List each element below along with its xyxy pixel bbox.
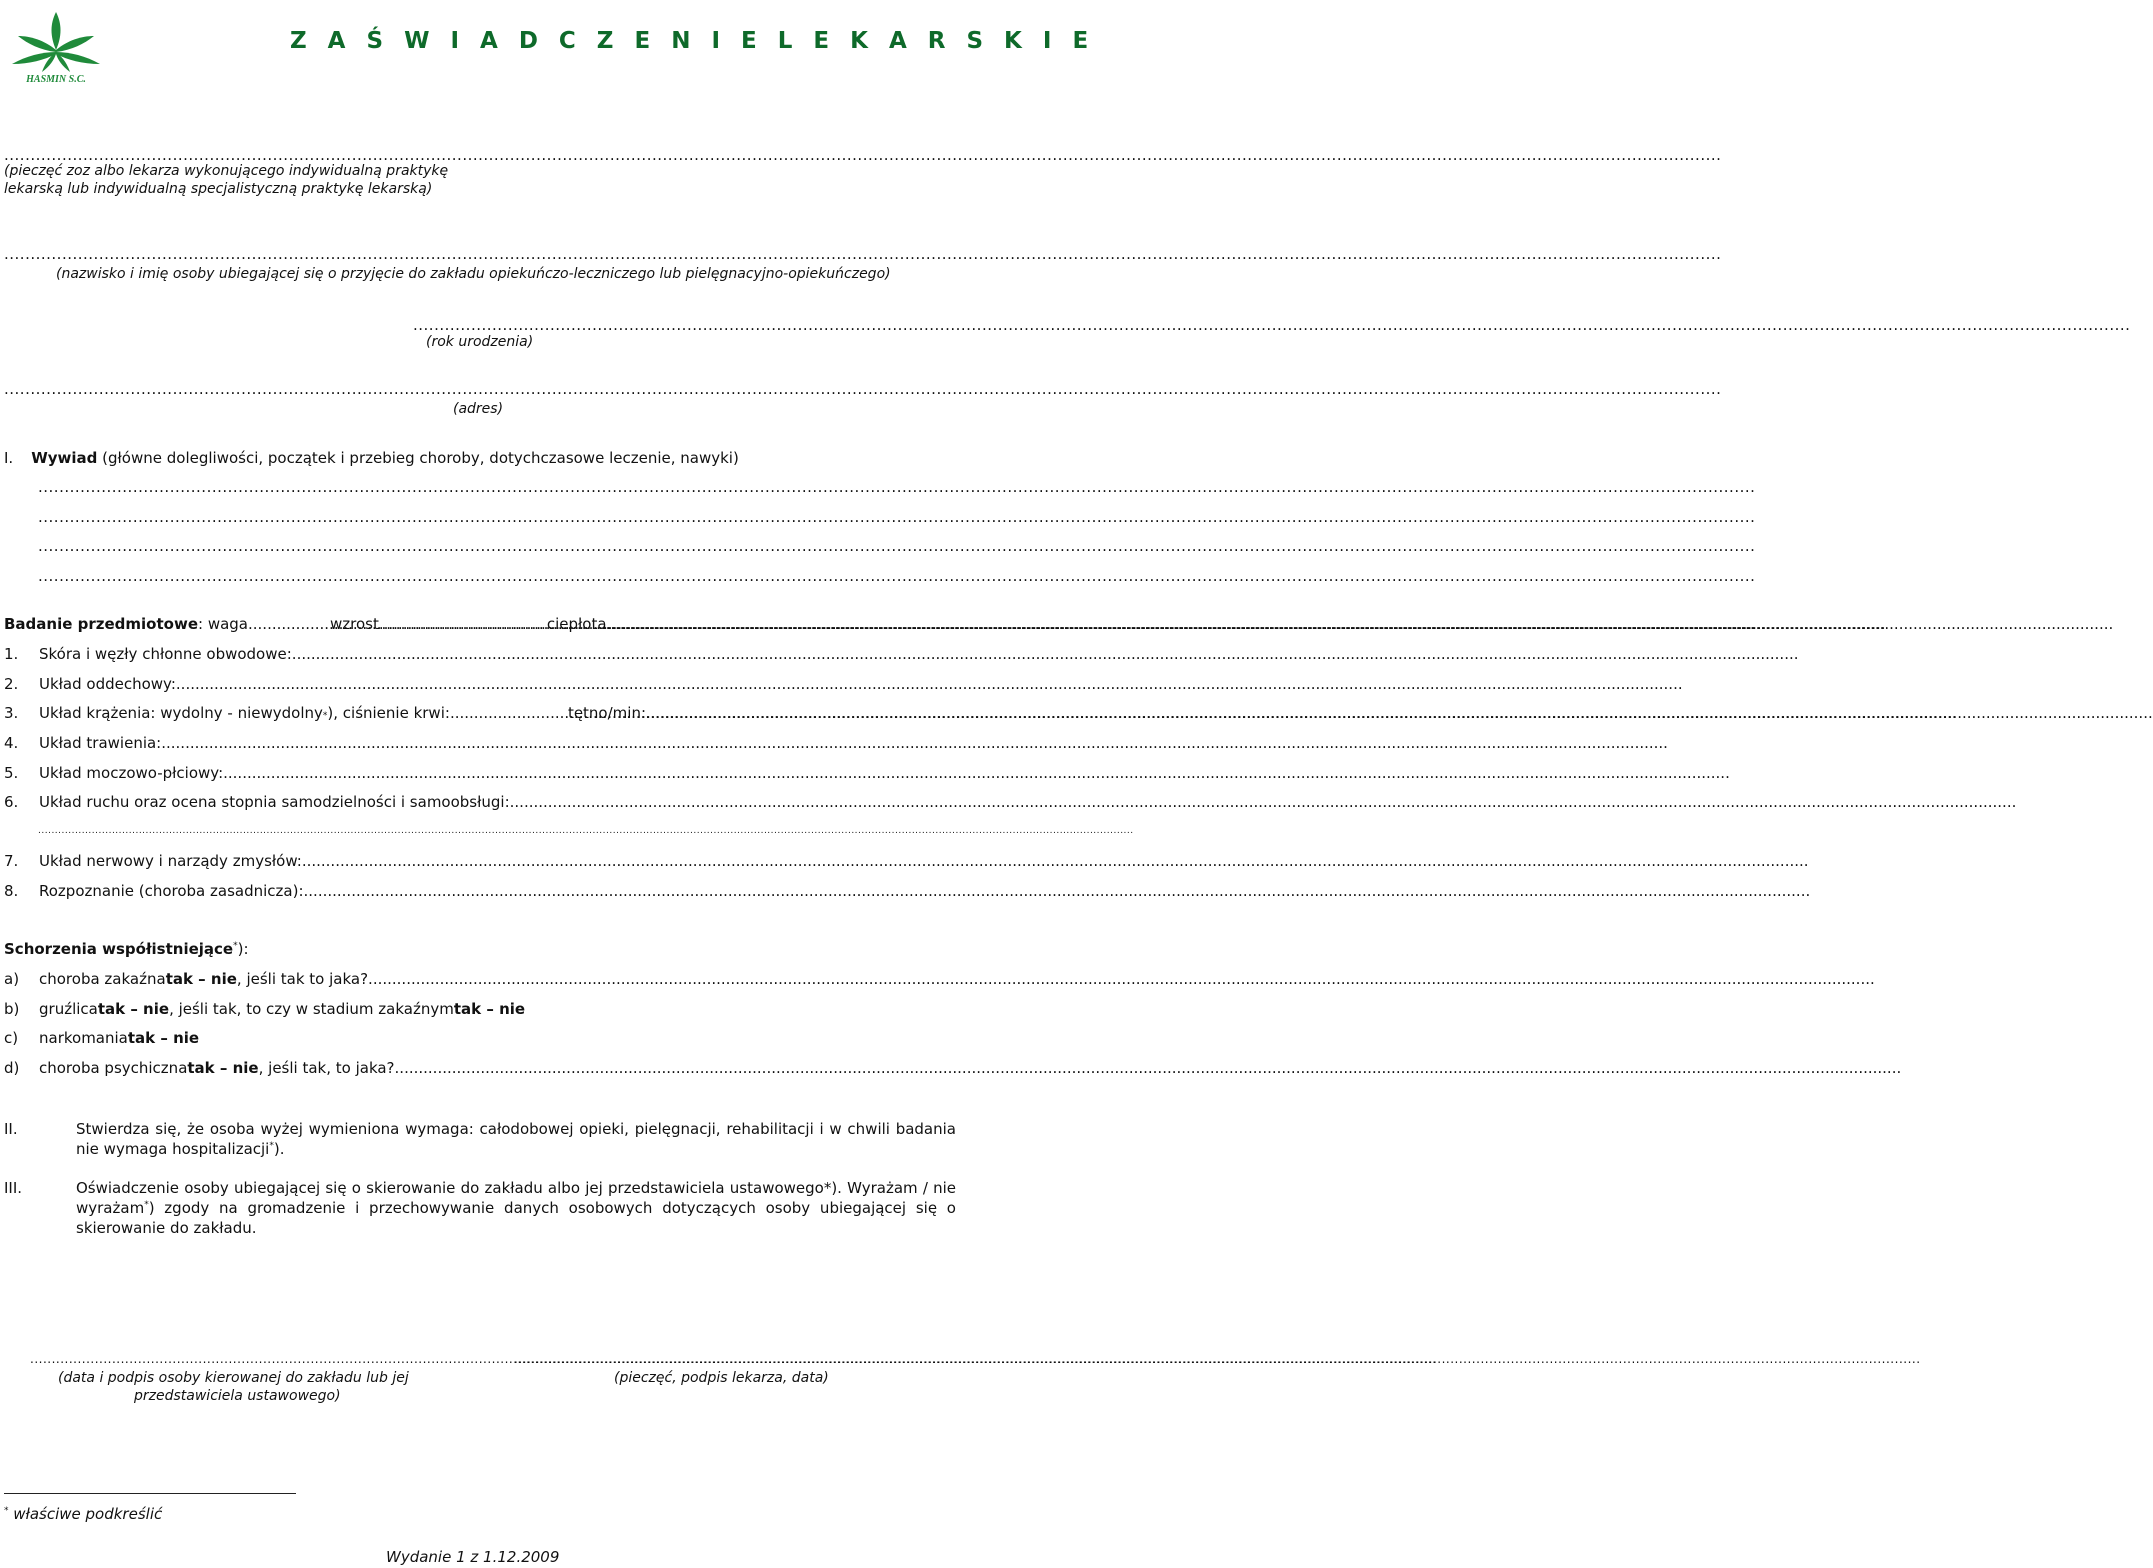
pulse-field[interactable]	[646, 704, 954, 722]
pulse-label: tętno/min:	[567, 704, 647, 722]
history-line-3	[38, 537, 952, 555]
section-1-description: (główne dolegliwości, początek i przebieg choroby, dotychczasowe leczenie, nawyki)	[97, 449, 739, 467]
item-label: gruźlica	[39, 1000, 98, 1018]
item-field[interactable]	[368, 970, 954, 988]
section-1-numeral: I.	[4, 449, 14, 467]
exam-item-4	[4, 734, 954, 756]
item-number: 5.	[4, 764, 19, 782]
edition-footer: Wydanie 1 z 1.12.2009	[386, 1548, 560, 1566]
item-question: , jeśli tak, to czy w stadium zakaźnym	[169, 1000, 454, 1018]
comorbidities-heading	[4, 940, 249, 958]
hasmin-leaf-logo	[4, 6, 108, 84]
item-field[interactable]	[161, 734, 954, 752]
item-field[interactable]	[395, 1059, 954, 1077]
footnote-marker: *	[233, 941, 238, 951]
item-label: Układ trawienia:	[39, 734, 162, 752]
weight-label: : waga	[198, 615, 248, 633]
comorbidity-a	[4, 970, 954, 992]
item-number: 2.	[4, 675, 19, 693]
item-letter: b)	[4, 1000, 20, 1018]
exam-item-1	[4, 645, 954, 667]
physical-exam-row	[4, 615, 954, 637]
weight-field[interactable]	[248, 615, 330, 633]
item-number: 3.	[4, 704, 19, 722]
footnote-marker: *	[269, 1141, 274, 1151]
height-field[interactable]	[379, 615, 547, 633]
item-label: narkomania	[39, 1029, 128, 1047]
exam-item-2	[4, 675, 954, 697]
signature-left-dotted-line[interactable]	[30, 1352, 448, 1366]
document-title: Z A Ś W I A D C Z E N I E L E K A R S K I E	[290, 28, 1095, 54]
temperature-field[interactable]	[607, 615, 954, 633]
item-question: , jeśli tak to jaka?	[236, 970, 369, 988]
history-line-2	[38, 508, 952, 526]
blood-pressure-label: ), ciśnienie krwi:	[327, 704, 450, 722]
section-1-heading	[4, 449, 739, 467]
company-logo	[4, 6, 108, 84]
signature-right-dotted-line[interactable]	[514, 1352, 932, 1366]
item-label: Rozpoznanie (choroba zasadnicza):	[39, 882, 304, 900]
exam-item-6	[4, 793, 954, 815]
comorbidity-b	[4, 1000, 954, 1022]
exam-item-8	[4, 882, 954, 904]
item-number: 1.	[4, 645, 19, 663]
history-line-1	[38, 478, 952, 496]
section-2-numeral: II.	[4, 1120, 18, 1138]
section-2-text	[76, 1119, 956, 1159]
logo-text: HASMIN S.C.	[26, 74, 86, 85]
signature-left-caption-1: (data i podpis osoby kierowanej do zakładu lub jej	[58, 1370, 409, 1386]
item-label: Układ ruchu oraz ocena stopnia samodzielności i samoobsługi:	[39, 793, 510, 811]
item-label: choroba zakaźna	[39, 970, 166, 988]
exam-item-3: 3. Układ krążenia: wydolny - niewydolny * ), ciśnienie krwi: ..... tętno/min: .....	[4, 704, 954, 726]
item-label: choroba psychiczna	[39, 1059, 188, 1077]
section-1-label: Wywiad	[31, 449, 98, 467]
exam-item-7	[4, 852, 954, 874]
yes-no-choice[interactable]: tak – nie	[165, 970, 237, 988]
section-3-body-2: ) zgody na gromadzenie i przechowywanie danych osobowych dotyczących osoby ubiegającej się o skierowanie do zakładu.	[76, 1199, 956, 1237]
item-question: , jeśli tak, to jaka?	[258, 1059, 395, 1077]
item-letter: c)	[4, 1029, 19, 1047]
item-field[interactable]	[292, 645, 954, 663]
history-line-4	[38, 567, 952, 585]
section-2-tail: ).	[273, 1140, 285, 1158]
item-label: Układ nerwowy i narządy zmysłów:	[39, 852, 302, 870]
item-field[interactable]	[176, 675, 954, 693]
comorbidity-c	[4, 1029, 954, 1051]
item-label: Układ moczowo-płciowy:	[39, 764, 224, 782]
blood-pressure-field[interactable]	[450, 704, 568, 722]
address-dotted-line	[4, 380, 952, 398]
yes-no-choice[interactable]: tak – nie	[97, 1000, 170, 1018]
comorbidities-tail: ):	[237, 940, 249, 958]
footnote-separator	[4, 1493, 296, 1494]
yes-no-choice[interactable]: tak – nie	[127, 1029, 200, 1047]
footnote	[4, 1505, 162, 1523]
item-field[interactable]	[223, 764, 954, 782]
exam-item-5	[4, 764, 954, 786]
mobility-extra-line	[38, 826, 952, 836]
comorbidities-label: Schorzenia współistniejące	[4, 940, 234, 958]
yes-no-choice[interactable]: tak – nie	[187, 1059, 259, 1077]
footnote-marker: *	[144, 1200, 149, 1210]
stamp-caption-line2: lekarską lub indywidualną specjalistyczną praktykę lekarską)	[4, 181, 433, 197]
name-dotted-line	[4, 245, 952, 263]
footnote-text: właściwe podkreślić	[8, 1505, 163, 1523]
item-label: Skóra i węzły chłonne obwodowe:	[39, 645, 292, 663]
item-letter: a)	[4, 970, 20, 988]
section-3-body-1: Oświadczenie osoby ubiegającej się o skierowanie do zakładu albo jej przedstawiciela ustawowego*). Wyrażam / nie wyrażam	[76, 1179, 956, 1217]
physical-exam-label: Badanie przedmiotowe	[4, 615, 198, 633]
temperature-label: ciepłota	[546, 615, 607, 633]
item-number: 8.	[4, 882, 19, 900]
item-number: 7.	[4, 852, 19, 870]
signature-left-caption-2: przedstawiciela ustawowego)	[134, 1388, 341, 1404]
birth-caption: (rok urodzenia)	[426, 334, 534, 350]
section-3-numeral: III.	[4, 1179, 23, 1197]
name-caption: (nazwisko i imię osoby ubiegającej się o przyjęcie do zakładu opiekuńczo-leczniczego lub pielęgnacyjno-opiekuńczego)	[56, 266, 891, 282]
footnote-marker: *	[4, 1506, 9, 1516]
item-number: 6.	[4, 793, 19, 811]
yes-no-choice-infectious[interactable]: tak – nie	[453, 1000, 526, 1018]
stamp-caption-line1: (pieczęć zoz albo lekarza wykonującego indywidualną praktykę	[4, 163, 449, 179]
section-3-text	[76, 1178, 956, 1238]
height-label: wzrost	[330, 615, 379, 633]
item-field[interactable]	[304, 882, 954, 900]
address-caption: (adres)	[453, 401, 504, 417]
birth-dotted-line	[413, 316, 751, 334]
comorbidity-d	[4, 1059, 954, 1081]
stamp-dotted-line	[4, 146, 464, 164]
section-2-body: Stwierdza się, że osoba wyżej wymieniona wymaga: całodobowej opieki, pielęgnacji, rehabilitacji i w chwili badania nie wymaga hospitalizacji	[76, 1120, 956, 1158]
item-letter: d)	[4, 1059, 20, 1077]
item-field[interactable]	[510, 793, 954, 811]
signature-right-caption: (pieczęć, podpis lekarza, data)	[614, 1370, 829, 1386]
item-label: Układ oddechowy:	[39, 675, 176, 693]
item-label: Układ krążenia: wydolny - niewydolny	[39, 704, 323, 722]
item-field[interactable]	[302, 852, 954, 870]
item-number: 4.	[4, 734, 19, 752]
